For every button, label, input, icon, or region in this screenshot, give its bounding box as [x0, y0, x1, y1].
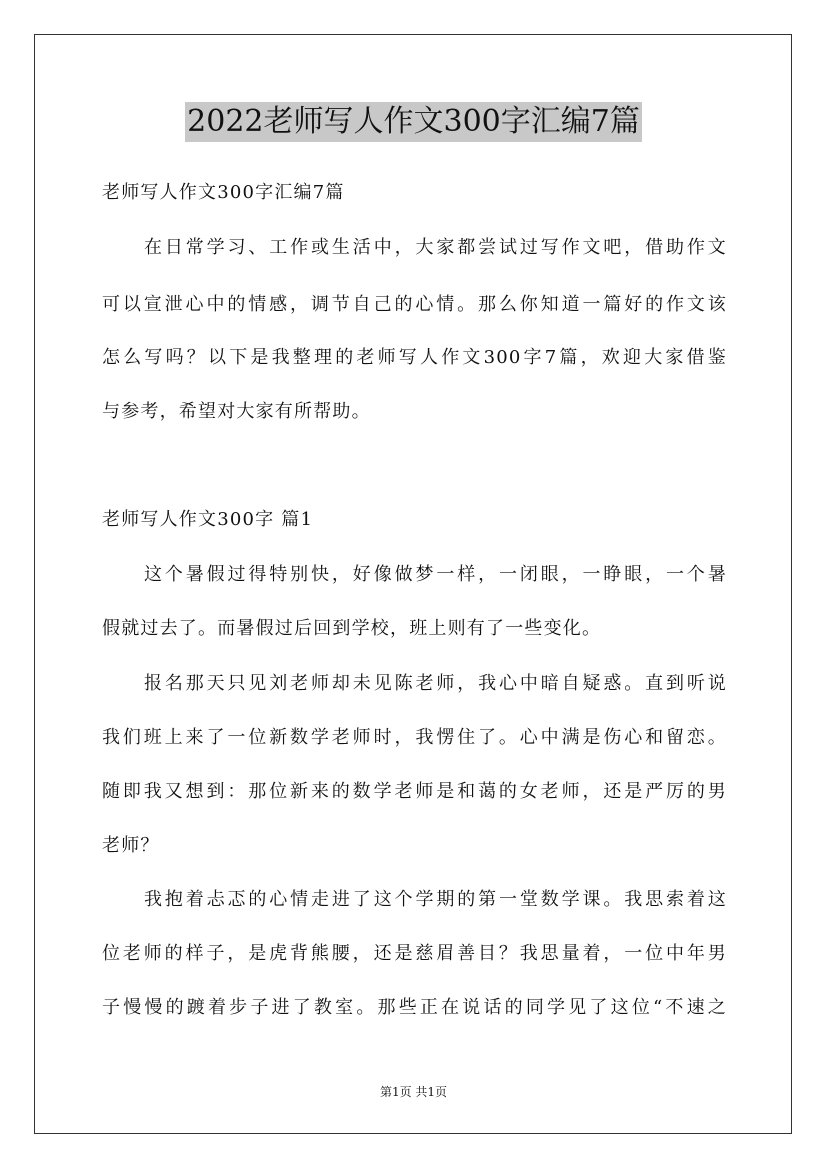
intro-line-4: 与参考，希望对大家有所帮助。	[102, 401, 371, 422]
paragraph-3-line-3: 子慢慢的踱着步子进了教室。那些正在说话的同学见了这位“不速之	[102, 997, 727, 1018]
paragraph-2-line-1: 报名那天只见刘老师却未见陈老师，我心中暗自疑惑。直到听说	[144, 673, 727, 694]
page-footer: 第1页 共1页	[379, 1085, 448, 1099]
subtitle: 老师写人作文300字汇编7篇	[102, 182, 345, 203]
paragraph-2-line-2: 我们班上来了一位新数学老师时，我愣住了。心中满是伤心和留恋。	[102, 727, 727, 748]
section-heading: 老师写人作文300字 篇1	[102, 509, 314, 530]
paragraph-1-line-2: 假就过去了。而暑假过后回到学校，班上则有了一些变化。	[102, 618, 602, 639]
paragraph-2-line-4: 老师？	[102, 835, 160, 856]
paragraph-2-line-3: 随即我又想到：那位新来的数学老师是和蔼的女老师，还是严厉的男	[102, 781, 727, 802]
intro-line-1: 在日常学习、工作或生活中，大家都尝试过写作文吧，借助作文	[144, 237, 727, 258]
document-title: 2022老师写人作文300字汇编7篇	[185, 102, 642, 142]
paragraph-3-line-1: 我抱着忐忑的心情走进了这个学期的第一堂数学课。我思索着这	[144, 889, 727, 910]
intro-line-2: 可以宣泄心中的情感，调节自己的心情。那么你知道一篇好的作文该	[102, 294, 727, 315]
title-container	[0, 102, 827, 142]
paragraph-1-line-1: 这个暑假过得特别快，好像做梦一样，一闭眼，一睁眼，一个暑	[144, 564, 727, 585]
intro-line-3: 怎么写吗？以下是我整理的老师写人作文300字7篇，欢迎大家借鉴	[102, 347, 727, 368]
paragraph-3-line-2: 位老师的样子，是虎背熊腰，还是慈眉善目？我思量着，一位中年男	[102, 943, 727, 964]
